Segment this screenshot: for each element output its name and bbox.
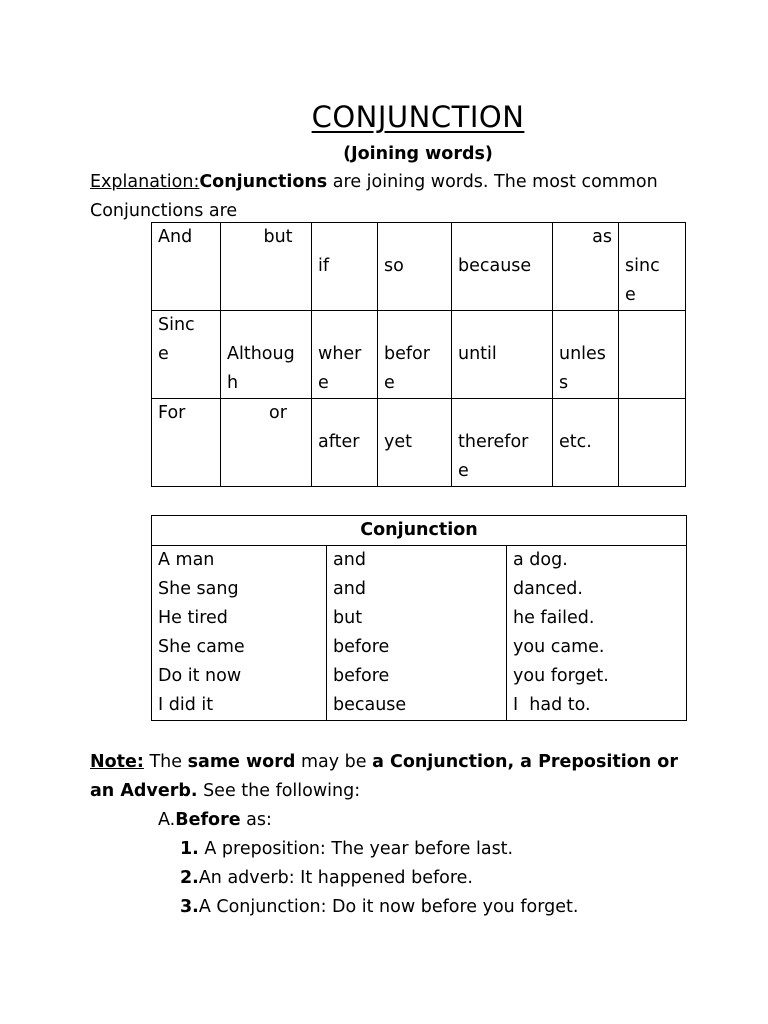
table-cell: etc. <box>553 399 619 487</box>
note-label: Note: <box>90 752 144 772</box>
note-bold: same word <box>187 752 296 772</box>
table-cell: after <box>312 399 378 487</box>
table-cell: so <box>378 223 452 311</box>
table-row <box>152 575 687 604</box>
table-row <box>152 223 686 311</box>
table-cell: danced. <box>507 575 687 604</box>
section-a-bold: Before <box>175 810 241 830</box>
table-row <box>152 546 687 576</box>
table-cell: And <box>152 223 221 311</box>
table-cell: before <box>327 662 507 691</box>
explanation-label: Explanation: <box>90 172 200 192</box>
page-subtitle: (Joining words) <box>343 144 493 164</box>
table-cell: if <box>312 223 378 311</box>
table-cell: because <box>452 223 553 311</box>
explanation-text-1: are joining words. The most common <box>327 172 658 192</box>
table-cell: I had to. <box>507 691 687 721</box>
table-row <box>152 399 686 487</box>
section-a-prefix: A. <box>158 810 176 830</box>
table-cell: but <box>327 604 507 633</box>
table-cell: I did it <box>152 691 327 721</box>
note-bold: an Adverb. <box>90 781 198 801</box>
table-header-row <box>152 516 687 546</box>
explanation-paragraph <box>90 168 730 226</box>
table-cell: or <box>221 399 312 487</box>
explanation-text-2: Conjunctions are <box>90 201 238 221</box>
list-number: 2. <box>180 868 199 888</box>
table-cell: Althoug h <box>221 311 312 399</box>
table-cell: you forget. <box>507 662 687 691</box>
table-cell: but <box>221 223 312 311</box>
note-paragraph <box>90 748 710 806</box>
table-cell: a dog. <box>507 546 687 576</box>
section-a-rest: as: <box>240 810 272 830</box>
list-text: A preposition: The year before last. <box>198 839 514 859</box>
table-cell: as <box>553 223 619 311</box>
table-cell: yet <box>378 399 452 487</box>
page-title: CONJUNCTION <box>311 100 525 134</box>
table-row <box>152 662 687 691</box>
table-cell: sinc e <box>619 223 686 311</box>
table-cell: For <box>152 399 221 487</box>
list-text: An adverb: It happened before. <box>198 868 473 888</box>
list-item <box>180 835 578 864</box>
table-cell: because <box>327 691 507 721</box>
table-cell: wher e <box>312 311 378 399</box>
conjunctions-word-table <box>151 222 686 487</box>
table-cell: before <box>327 633 507 662</box>
note-text: may be <box>295 752 373 772</box>
list-item <box>180 893 578 922</box>
table-cell: She came <box>152 633 327 662</box>
note-text: The <box>143 752 188 772</box>
table-cell: until <box>452 311 553 399</box>
table-row <box>152 691 687 721</box>
table-cell: Sinc e <box>152 311 221 399</box>
table-cell: and <box>327 546 507 576</box>
list-number: 1. <box>180 839 199 859</box>
table-row <box>152 604 687 633</box>
note-text: See the following: <box>197 781 361 801</box>
section-a-heading <box>158 806 272 835</box>
table-cell: Do it now <box>152 662 327 691</box>
list-item <box>180 864 578 893</box>
explanation-term: Conjunctions <box>199 172 328 192</box>
table-cell: He tired <box>152 604 327 633</box>
list-number: 3. <box>180 897 199 917</box>
table-header: Conjunction <box>152 516 687 546</box>
table-cell <box>619 311 686 399</box>
table-cell: therefor e <box>452 399 553 487</box>
table-cell: befor e <box>378 311 452 399</box>
table-cell <box>619 399 686 487</box>
table-cell: A man <box>152 546 327 576</box>
note-bold: a Conjunction, a Preposition or <box>372 752 678 772</box>
table-cell: he failed. <box>507 604 687 633</box>
table-cell: unles s <box>553 311 619 399</box>
table-cell: She sang <box>152 575 327 604</box>
table-cell: you came. <box>507 633 687 662</box>
example-list <box>180 835 578 922</box>
table-cell: and <box>327 575 507 604</box>
conjunction-examples-table <box>151 515 687 721</box>
table-row <box>152 311 686 399</box>
list-text: A Conjunction: Do it now before you forget. <box>198 897 579 917</box>
table-row <box>152 633 687 662</box>
